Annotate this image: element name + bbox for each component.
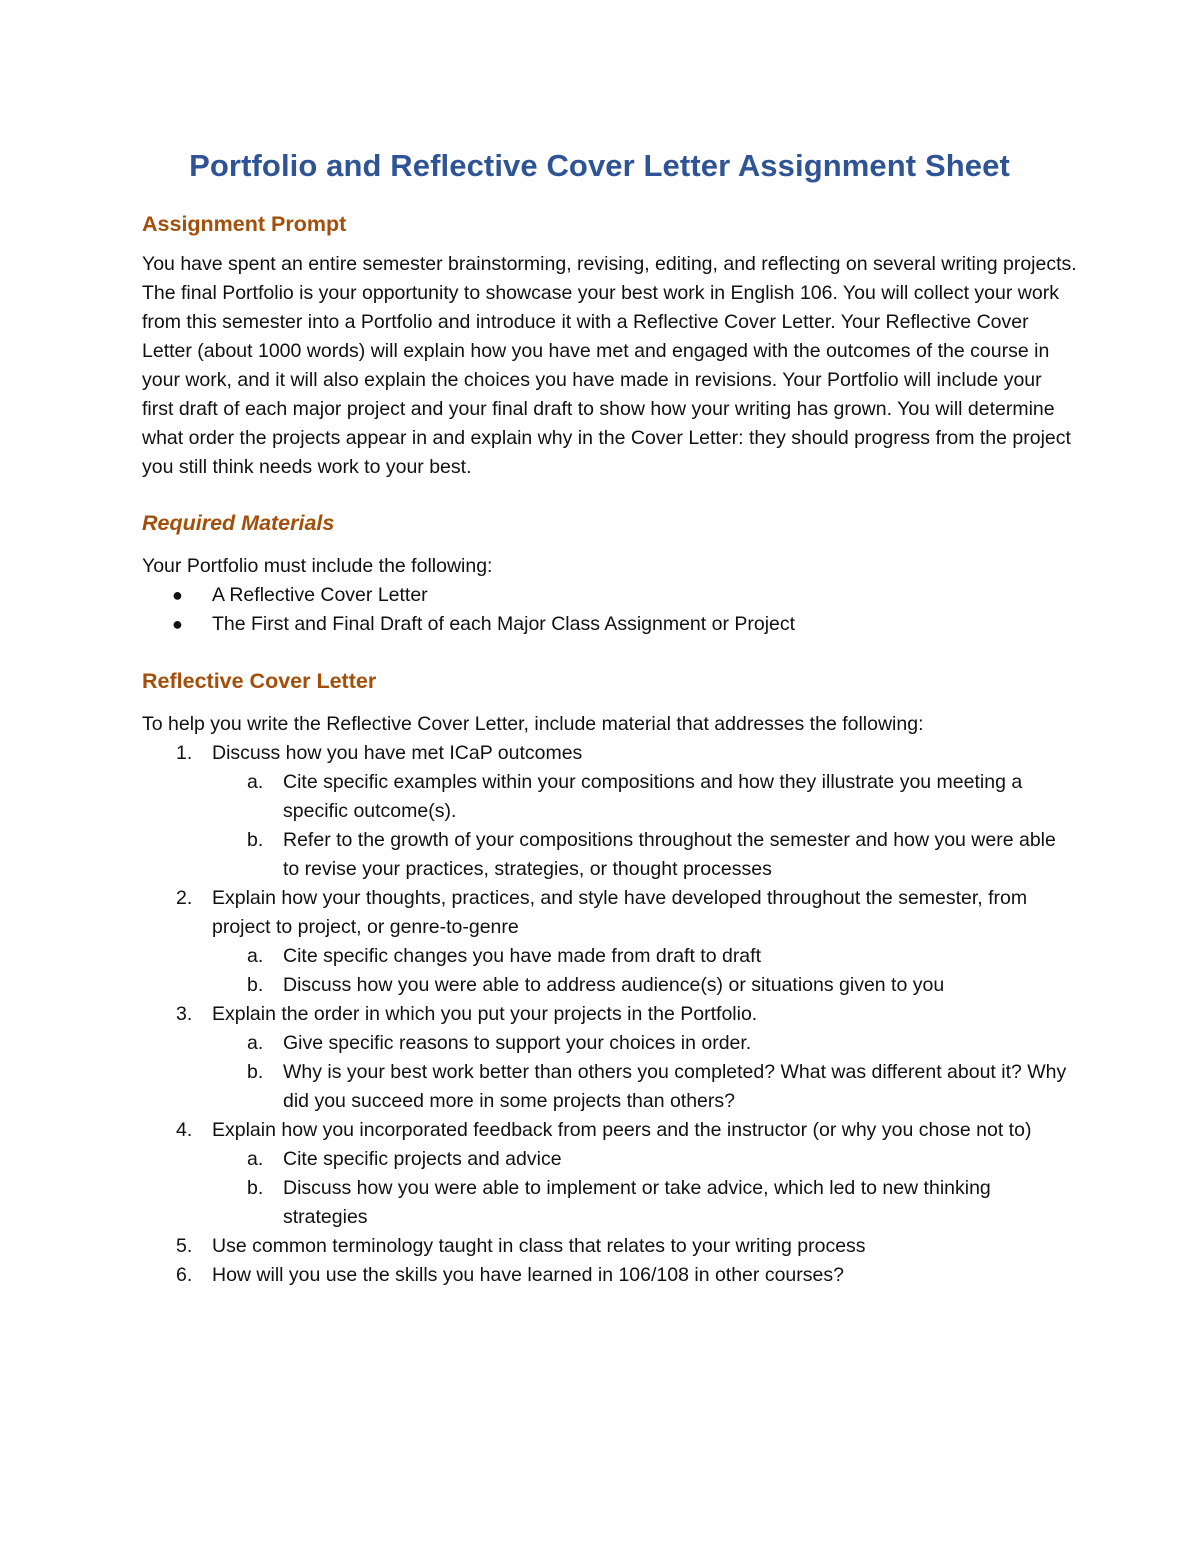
sub-list-item-text: Cite specific examples within your compositions and how they illustrate you meeting a specific outcome(s). <box>283 771 1023 822</box>
list-item <box>142 1116 1077 1232</box>
list-item-text: Explain the order in which you put your projects in the Portfolio. <box>212 1003 758 1025</box>
reflective-cover-letter-intro: To help you write the Reflective Cover Letter, include material that addresses the following: <box>142 713 924 735</box>
page-title: Portfolio and Reflective Cover Letter Assignment Sheet <box>189 148 1010 183</box>
list-item-text: Explain how you incorporated feedback from peers and the instructor (or why you chose not to) <box>212 1119 1032 1141</box>
reflective-cover-letter-list <box>142 739 1077 1290</box>
list-number: 3. <box>176 1003 193 1025</box>
sub-list-item-text: Discuss how you were able to address audience(s) or situations given to you <box>283 974 945 996</box>
sub-list-item <box>142 942 1077 971</box>
sub-list <box>212 1145 1077 1232</box>
list-number: 6. <box>176 1264 193 1286</box>
list-item-text: Use common terminology taught in class that relates to your writing process <box>212 1235 866 1257</box>
sub-list-item <box>142 1174 1077 1232</box>
sub-list-item-text: Cite specific projects and advice <box>283 1148 562 1170</box>
sub-list <box>212 942 1077 1000</box>
list-item: ● A Reflective Cover Letter <box>142 581 1077 610</box>
sub-list-item-text: Cite specific changes you have made from draft to draft <box>283 945 761 967</box>
required-materials-heading: Required Materials <box>142 511 335 535</box>
sub-list-item <box>142 826 1077 884</box>
sub-list-item <box>142 1029 1077 1058</box>
list-item: ● The First and Final Draft of each Major Class Assignment or Project <box>142 610 1077 639</box>
list-number: 1. <box>176 742 193 764</box>
sub-list-item-text: Discuss how you were able to implement or take advice, which led to new thinking strategies <box>283 1177 991 1228</box>
list-number: 2. <box>176 887 193 909</box>
sub-list-item-text: Give specific reasons to support your choices in order. <box>283 1032 752 1054</box>
sub-list-item <box>142 971 1077 1000</box>
sub-list-item-text: Why is your best work better than others you completed? What was different about it? Why did you succeed more in some projects than others? <box>283 1061 1067 1112</box>
assignment-prompt-heading: Assignment Prompt <box>142 212 347 236</box>
list-item <box>142 1232 1077 1261</box>
sub-list-item <box>142 1058 1077 1116</box>
list-item-text: Explain how your thoughts, practices, and style have developed throughout the semester, from project to project, or genre-to-genre <box>212 887 1028 938</box>
sub-list-letter: a. <box>247 1148 264 1170</box>
sub-list-letter: a. <box>247 771 264 793</box>
list-item <box>142 884 1077 1000</box>
sub-list-letter: a. <box>247 1032 264 1054</box>
assignment-prompt-text: You have spent an entire semester brainstorming, revising, editing, and reflecting on several writing projects. The final Portfolio is your opportunity to showcase your best work in English 106. You will collect your work from this semester into a Portfolio and introduce it with a Reflective Cover Letter. Your Reflective Cover Letter (about 1000 words) will explain how you have met and engaged with the outcomes of the course in your work, and it will also explain the choices you have made in revisions. Your Portfolio will include your first draft of each major project and your final draft to show how your writing has grown. You will determine what order the projects appear in and explain why in the Cover Letter: they should progress from the project you still think needs work to your best. <box>142 253 1077 478</box>
sub-list-letter: b. <box>247 829 264 851</box>
reflective-cover-letter-heading: Reflective Cover Letter <box>142 669 377 693</box>
bullet-icon: ● <box>172 585 183 605</box>
list-item <box>142 739 1077 884</box>
document-content <box>142 140 1077 1290</box>
required-materials-list <box>142 581 1077 639</box>
list-number: 4. <box>176 1119 193 1141</box>
sub-list-item <box>142 768 1077 826</box>
required-materials-intro: Your Portfolio must include the following: <box>142 555 493 577</box>
sub-list-letter: b. <box>247 1177 264 1199</box>
sub-list-item-text: Refer to the growth of your compositions throughout the semester and how you were able to revise your practices, strategies, or thought processes <box>283 829 1056 880</box>
bullet-icon: ● <box>172 614 183 634</box>
list-item-text: How will you use the skills you have learned in 106/108 in other courses? <box>212 1264 844 1286</box>
sub-list <box>212 768 1077 884</box>
list-item <box>142 1261 1077 1290</box>
list-item-text: Discuss how you have met ICaP outcomes <box>212 742 583 764</box>
sub-list-letter: b. <box>247 974 264 996</box>
list-number: 5. <box>176 1235 193 1257</box>
sub-list-item <box>142 1145 1077 1174</box>
list-item <box>142 1000 1077 1116</box>
sub-list-letter: b. <box>247 1061 264 1083</box>
sub-list <box>212 1029 1077 1116</box>
sub-list-letter: a. <box>247 945 264 967</box>
